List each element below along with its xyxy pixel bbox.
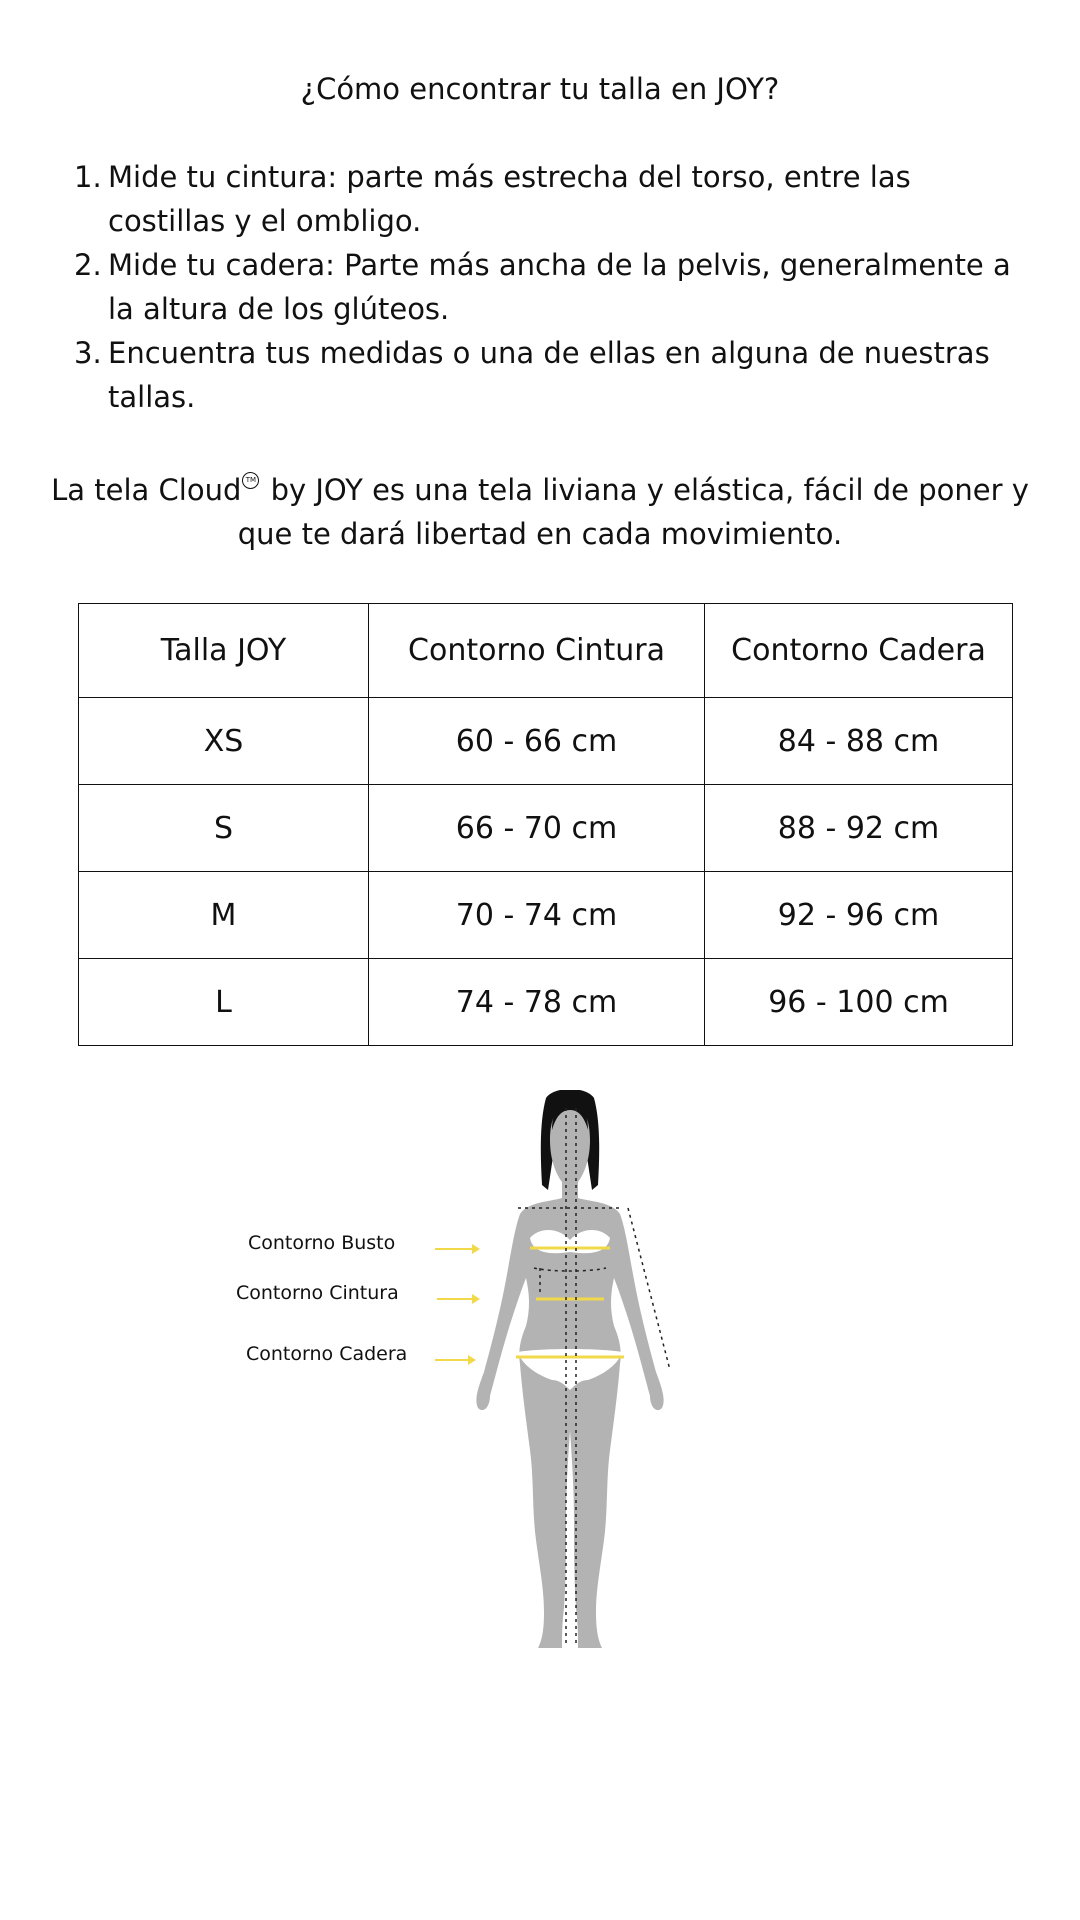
header-waist: Contorno Cintura bbox=[369, 604, 705, 698]
page-title: ¿Cómo encontrar tu talla en JOY? bbox=[300, 72, 780, 106]
table-row bbox=[79, 959, 1013, 1046]
table-row bbox=[79, 872, 1013, 959]
cell-size: XS bbox=[79, 698, 369, 785]
step-item bbox=[74, 331, 1034, 419]
fabric-note-end: by JOY es una tela liviana y elástica, fácil de poner y que te dará libertad en cada movimiento. bbox=[237, 473, 1029, 551]
step-number: 3. bbox=[74, 336, 102, 370]
step-number: 1. bbox=[74, 160, 102, 194]
table-row bbox=[79, 785, 1013, 872]
header-size: Talla JOY bbox=[79, 604, 369, 698]
step-text: Mide tu cadera: Parte más ancha de la pelvis, generalmente a la altura de los glúteos. bbox=[108, 248, 1011, 326]
fabric-note-start: La tela Cloud bbox=[51, 473, 242, 507]
cell-hip: 84 - 88 cm bbox=[705, 698, 1013, 785]
cell-hip: 92 - 96 cm bbox=[705, 872, 1013, 959]
cell-waist: 60 - 66 cm bbox=[369, 698, 705, 785]
instruction-steps bbox=[74, 155, 1034, 419]
step-item bbox=[74, 243, 1034, 331]
cell-size: L bbox=[79, 959, 369, 1046]
body-measurement-figure bbox=[0, 1090, 1080, 1670]
fabric-note bbox=[40, 468, 1040, 556]
header-hip: Contorno Cadera bbox=[705, 604, 1013, 698]
label-hip: Contorno Cadera bbox=[246, 1343, 408, 1365]
measure-arrows bbox=[435, 1244, 480, 1365]
label-waist: Contorno Cintura bbox=[236, 1282, 399, 1304]
cell-waist: 70 - 74 cm bbox=[369, 872, 705, 959]
label-bust: Contorno Busto bbox=[248, 1232, 396, 1254]
step-number: 2. bbox=[74, 248, 102, 282]
step-text: Encuentra tus medidas o una de ellas en alguna de nuestras tallas. bbox=[108, 336, 990, 414]
cell-hip: 96 - 100 cm bbox=[705, 959, 1013, 1046]
table-header-row bbox=[79, 604, 1013, 698]
body-silhouette-icon bbox=[0, 1090, 1080, 1670]
trademark-icon: TM bbox=[242, 472, 259, 489]
size-table bbox=[78, 603, 1013, 1046]
step-text: Mide tu cintura: parte más estrecha del torso, entre las costillas y el ombligo. bbox=[108, 160, 911, 238]
cell-hip: 88 - 92 cm bbox=[705, 785, 1013, 872]
cell-size: S bbox=[79, 785, 369, 872]
table-row bbox=[79, 698, 1013, 785]
cell-waist: 74 - 78 cm bbox=[369, 959, 705, 1046]
cell-waist: 66 - 70 cm bbox=[369, 785, 705, 872]
cell-size: M bbox=[79, 872, 369, 959]
step-item bbox=[74, 155, 1034, 243]
